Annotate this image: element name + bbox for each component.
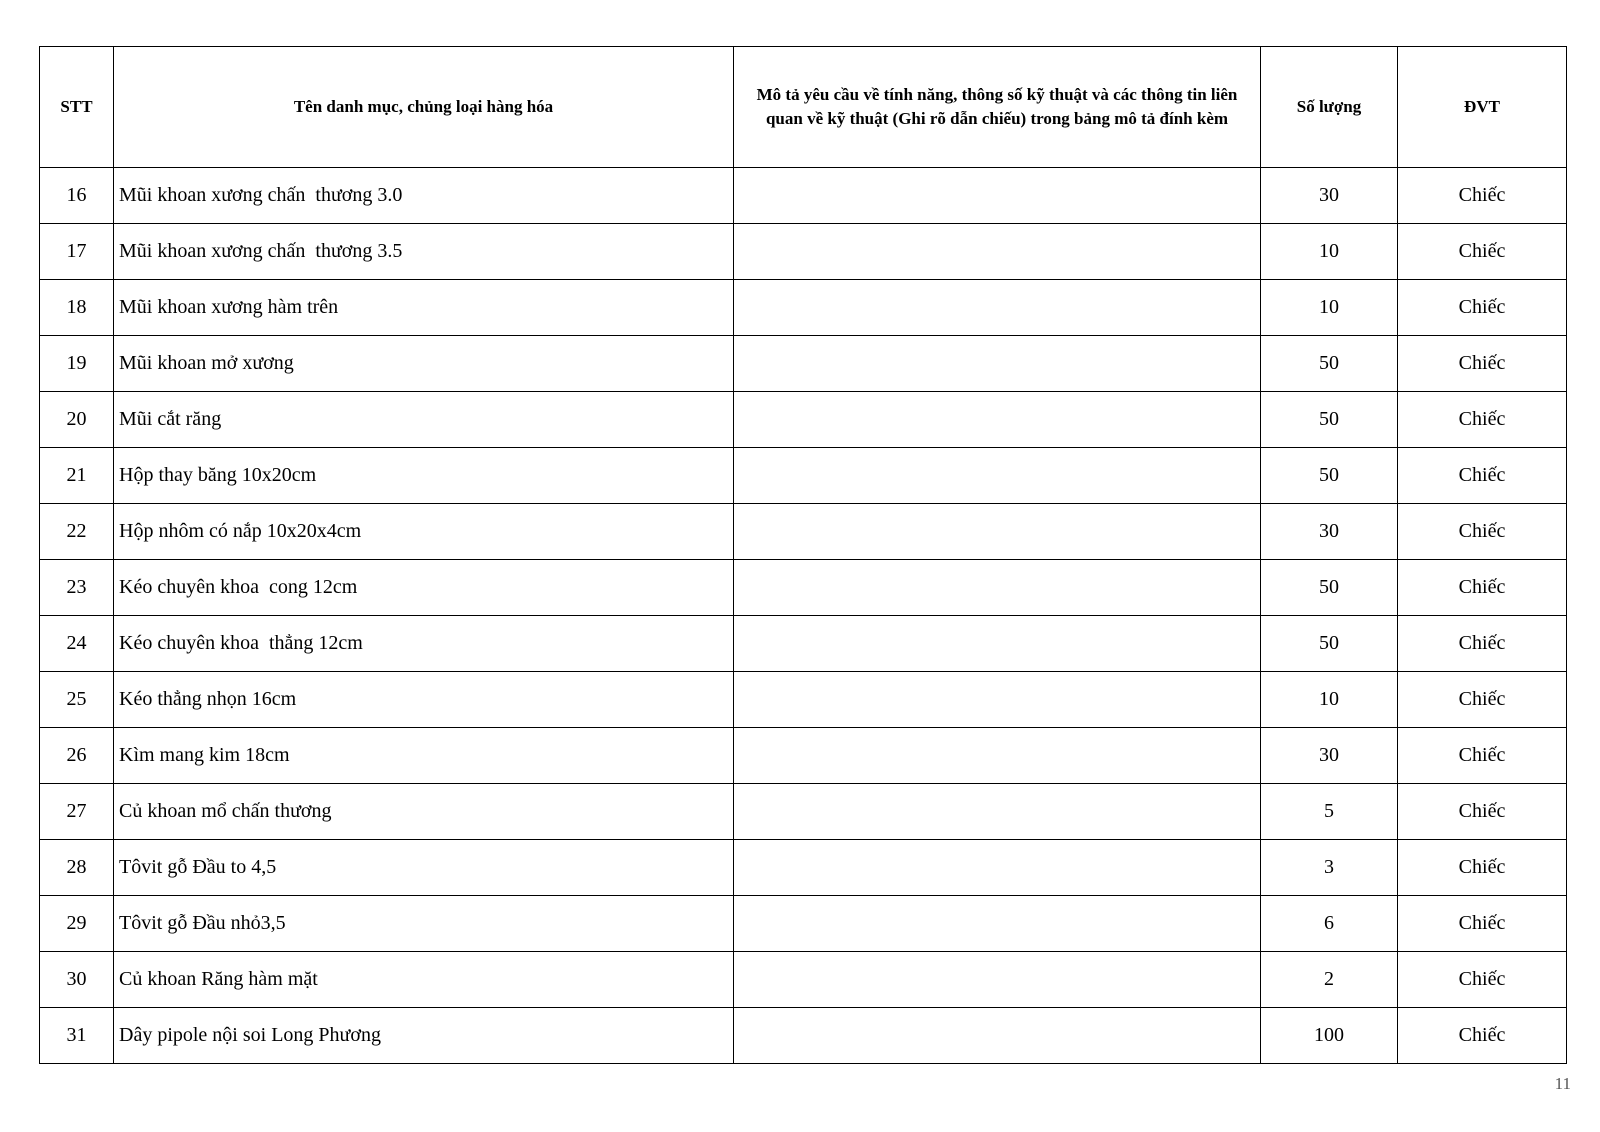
cell-stt: 19 (40, 336, 114, 392)
header-unit: ĐVT (1398, 47, 1567, 168)
cell-description (734, 224, 1261, 280)
table-row (40, 560, 1567, 616)
cell-quantity: 30 (1261, 728, 1398, 784)
cell-unit: Chiếc (1398, 392, 1567, 448)
cell-quantity: 2 (1261, 952, 1398, 1008)
cell-unit: Chiếc (1398, 784, 1567, 840)
cell-unit: Chiếc (1398, 672, 1567, 728)
cell-stt: 17 (40, 224, 114, 280)
cell-name: Mũi khoan mở xương (114, 336, 734, 392)
cell-name: Mũi khoan xương chấn thương 3.5 (114, 224, 734, 280)
cell-quantity: 5 (1261, 784, 1398, 840)
table-row (40, 672, 1567, 728)
cell-name: Mũi khoan xương hàm trên (114, 280, 734, 336)
header-stt: STT (40, 47, 114, 168)
cell-unit: Chiếc (1398, 840, 1567, 896)
cell-name: Tôvit gỗ Đầu to 4,5 (114, 840, 734, 896)
cell-stt: 24 (40, 616, 114, 672)
table-row (40, 504, 1567, 560)
cell-name: Dây pipole nội soi Long Phương (114, 1008, 734, 1064)
cell-stt: 22 (40, 504, 114, 560)
cell-description (734, 392, 1261, 448)
table-row (40, 1008, 1567, 1064)
cell-quantity: 50 (1261, 560, 1398, 616)
table-row (40, 224, 1567, 280)
cell-quantity: 50 (1261, 448, 1398, 504)
cell-quantity: 30 (1261, 504, 1398, 560)
table-row (40, 840, 1567, 896)
cell-unit: Chiếc (1398, 952, 1567, 1008)
cell-name: Kéo chuyên khoa thẳng 12cm (114, 616, 734, 672)
cell-stt: 26 (40, 728, 114, 784)
cell-name: Củ khoan mổ chấn thương (114, 784, 734, 840)
page-number: 11 (1554, 1074, 1571, 1093)
cell-description (734, 672, 1261, 728)
table-row (40, 280, 1567, 336)
cell-description (734, 784, 1261, 840)
cell-name: Mũi cắt răng (114, 392, 734, 448)
table-row (40, 728, 1567, 784)
cell-unit: Chiếc (1398, 336, 1567, 392)
table-header-row (40, 47, 1567, 168)
cell-description (734, 728, 1261, 784)
cell-description (734, 504, 1261, 560)
cell-unit: Chiếc (1398, 448, 1567, 504)
header-quantity: Số lượng (1261, 47, 1398, 168)
cell-quantity: 10 (1261, 280, 1398, 336)
cell-description (734, 1008, 1261, 1064)
cell-unit: Chiếc (1398, 1008, 1567, 1064)
cell-description (734, 616, 1261, 672)
cell-quantity: 10 (1261, 224, 1398, 280)
cell-name: Mũi khoan xương chấn thương 3.0 (114, 168, 734, 224)
cell-name: Hộp nhôm có nắp 10x20x4cm (114, 504, 734, 560)
cell-quantity: 50 (1261, 336, 1398, 392)
cell-unit: Chiếc (1398, 616, 1567, 672)
cell-stt: 16 (40, 168, 114, 224)
cell-stt: 20 (40, 392, 114, 448)
cell-name: Củ khoan Răng hàm mặt (114, 952, 734, 1008)
table-row (40, 952, 1567, 1008)
equipment-table (39, 46, 1567, 1064)
cell-unit: Chiếc (1398, 224, 1567, 280)
cell-description (734, 952, 1261, 1008)
cell-description (734, 168, 1261, 224)
cell-description (734, 560, 1261, 616)
cell-description (734, 896, 1261, 952)
table-row (40, 336, 1567, 392)
cell-stt: 28 (40, 840, 114, 896)
cell-quantity: 30 (1261, 168, 1398, 224)
cell-stt: 25 (40, 672, 114, 728)
table-row (40, 168, 1567, 224)
table-row (40, 896, 1567, 952)
cell-quantity: 50 (1261, 392, 1398, 448)
cell-unit: Chiếc (1398, 896, 1567, 952)
cell-quantity: 10 (1261, 672, 1398, 728)
table-row (40, 448, 1567, 504)
header-description: Mô tả yêu cầu về tính năng, thông số kỹ thuật và các thông tin liên quan về kỹ thuật (Ghi rõ dẫn chiếu) trong bảng mô tả đính kèm (734, 47, 1261, 168)
cell-unit: Chiếc (1398, 280, 1567, 336)
cell-description (734, 448, 1261, 504)
cell-stt: 30 (40, 952, 114, 1008)
cell-unit: Chiếc (1398, 728, 1567, 784)
cell-name: Kéo thẳng nhọn 16cm (114, 672, 734, 728)
cell-stt: 23 (40, 560, 114, 616)
cell-quantity: 6 (1261, 896, 1398, 952)
cell-stt: 31 (40, 1008, 114, 1064)
cell-name: Kìm mang kim 18cm (114, 728, 734, 784)
cell-unit: Chiếc (1398, 504, 1567, 560)
cell-name: Kéo chuyên khoa cong 12cm (114, 560, 734, 616)
table-row (40, 784, 1567, 840)
cell-name: Tôvit gỗ Đầu nhỏ3,5 (114, 896, 734, 952)
cell-description (734, 336, 1261, 392)
cell-description (734, 280, 1261, 336)
cell-quantity: 50 (1261, 616, 1398, 672)
cell-stt: 29 (40, 896, 114, 952)
cell-quantity: 3 (1261, 840, 1398, 896)
cell-stt: 21 (40, 448, 114, 504)
table-body (40, 168, 1567, 1064)
cell-stt: 18 (40, 280, 114, 336)
cell-description (734, 840, 1261, 896)
cell-stt: 27 (40, 784, 114, 840)
cell-unit: Chiếc (1398, 168, 1567, 224)
table-row (40, 392, 1567, 448)
cell-unit: Chiếc (1398, 560, 1567, 616)
cell-name: Hộp thay băng 10x20cm (114, 448, 734, 504)
table-row (40, 616, 1567, 672)
header-name: Tên danh mục, chủng loại hàng hóa (114, 47, 734, 168)
cell-quantity: 100 (1261, 1008, 1398, 1064)
